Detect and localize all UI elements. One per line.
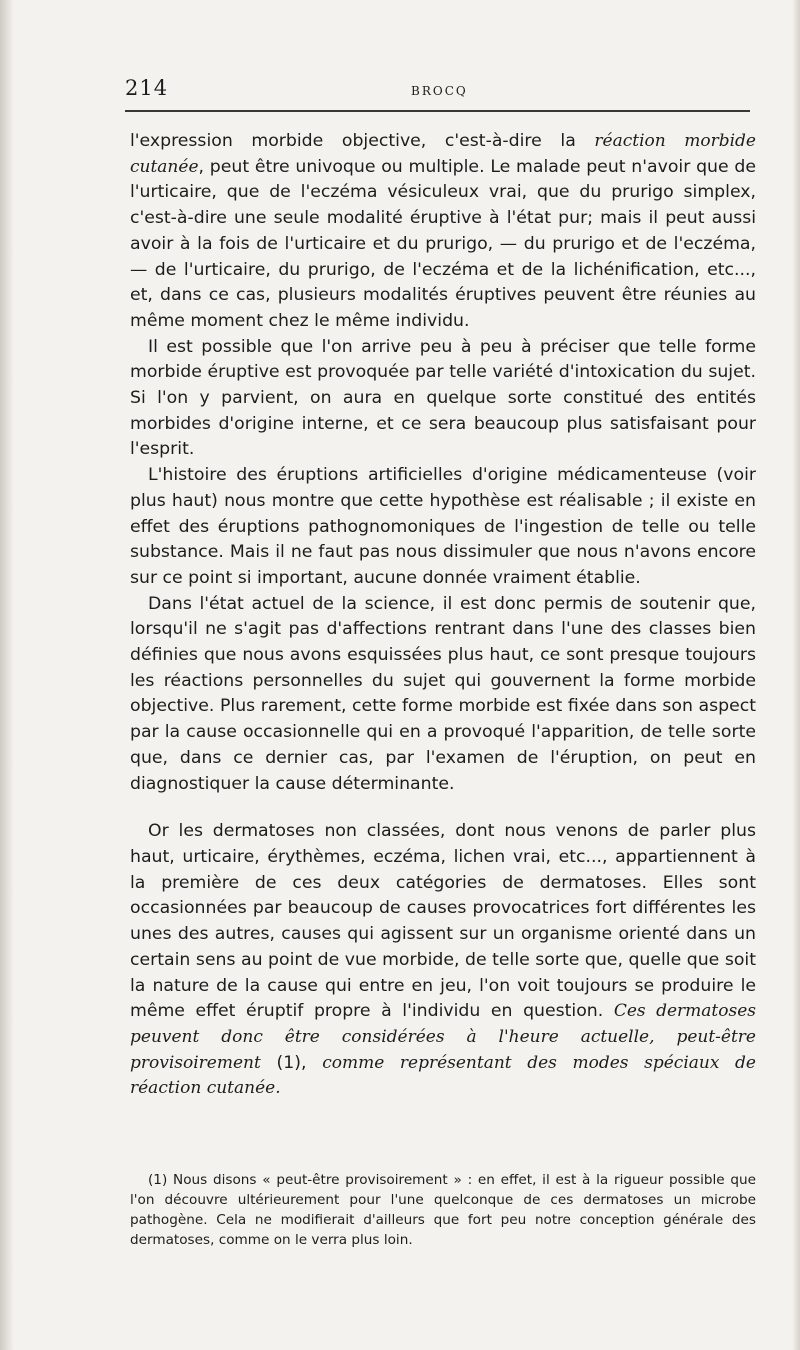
footnote-reference: (1), <box>260 1052 323 1073</box>
paragraph-2: Il est possible que l'on arrive peu à peu à préciser que telle forme morbide éruptive est provoquée par telle variété d'intoxication du sujet. Si l'on y parvient, on aura en quelque sorte constitué des entités morbides d'origine interne, et ce sera beaucoup plus satisfaisant pour l'esprit. <box>130 336 756 460</box>
page-number: 214 <box>125 76 169 100</box>
paragraph-1-italic: réaction morbide cutanée <box>130 131 756 177</box>
paragraph-5-italic-1: Ces dermatoses peuvent donc être considérées à l'heure actuelle, peut-être provisoirement <box>130 1001 756 1073</box>
paragraph-1 <box>130 129 756 335</box>
paragraph-1-text: l'expression morbide objective, c'est-à-dire la <box>130 131 595 151</box>
body-text <box>130 129 756 1102</box>
paragraph-3: L'histoire des éruptions artificielles d'origine médicamenteuse (voir plus haut) nous montre que cette hypothèse est réalisable ; il existe en effet des éruptions pathognomoniques de l'ingestion de telle ou telle substance. Mais il ne faut pas nous dissimuler que nous n'avons encore sur ce point si important, aucune donnée vraiment établie. <box>130 465 756 588</box>
running-head: BROCQ <box>411 84 468 98</box>
paragraph-1-rest: , peut être univoque ou multiple. Le malade peut n'avoir que de l'urticaire, que de l'eczéma vésiculeux vrai, que du prurigo simplex, c'est-à-dire une seule modalité éruptive à l'état pur; mais il peut aussi avoir à la fois de l'urticaire et du prurigo, — du prurigo et de l'eczéma, — de l'urticaire, du prurigo, de l'eczéma et de la lichénification, etc..., et, dans ce cas, plusieurs modalités éruptives peuvent être réunies au même moment chez le même individu. <box>130 156 756 331</box>
page-gutter-shadow <box>0 0 14 1350</box>
footnote <box>130 1170 756 1251</box>
paragraph-5 <box>130 819 756 1102</box>
page-edge-shadow <box>792 0 800 1350</box>
header-rule <box>125 110 750 112</box>
paragraph-4: Dans l'état actuel de la science, il est donc permis de soutenir que, lorsqu'il ne s'agit pas d'affections rentrant dans l'une des classes bien définies que nous avons esquissées plus haut, ce sont presque toujours les réactions personnelles du sujet qui gouvernent la forme morbide objective. Plus rarement, cette forme morbide est fixée dans son aspect par la cause occasionnelle qui en a provoqué l'apparition, de telle sorte que, dans ce dernier cas, par l'examen de l'éruption, on peut en diagnostiquer la cause déterminante. <box>130 593 756 794</box>
footnote-text: Nous disons « peut-être provisoirement » : en effet, il est à la rigueur possible que l'on découvre ultérieurement pour l'une quelconque de ces dermatoses un microbe pathogène. Cela ne modifierait d'ailleurs que fort peu notre conception générale des dermatoses, comme on le verra plus loin. <box>130 1171 756 1249</box>
paragraph-5-italic-2: comme représentant des modes spéciaux de réaction cutanée. <box>130 1052 756 1099</box>
footnote-mark: (1) <box>148 1171 174 1188</box>
page-header <box>125 70 750 110</box>
paragraph-5-text: Or les dermatoses non classées, dont nous venons de parler plus haut, urticaire, érythèmes, eczéma, lichen vrai, etc..., appartiennent à la première de ces deux catégories de dermatoses. Elles sont occasionnées par beaucoup de causes provocatrices fort différentes les unes des autres, causes qui agissent sur un organisme orienté dans un certain sens au point de vue morbide, de telle sorte que, quelle que soit la nature de la cause qui entre en jeu, l'on voit toujours se produire le même effet éruptif propre à l'individu en question. <box>130 821 756 1022</box>
